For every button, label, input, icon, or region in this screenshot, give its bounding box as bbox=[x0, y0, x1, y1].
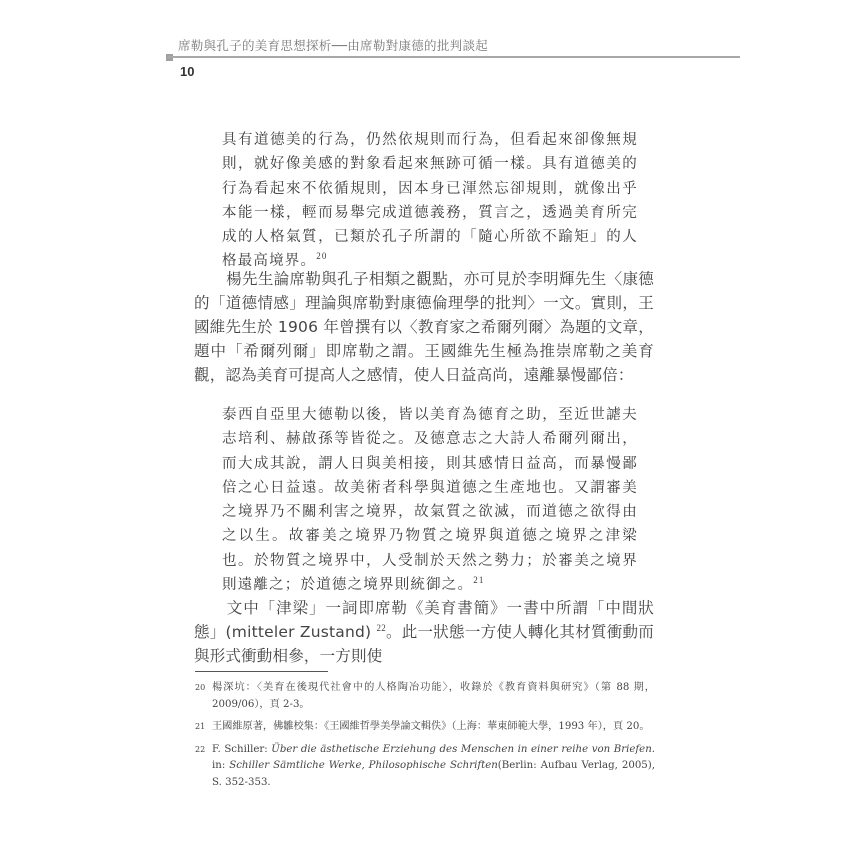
paragraph-text-before: 文中「津梁」一詞即席勒《美育書簡》一書中所謂「中間狀態」(mitteler Zustand) bbox=[194, 599, 654, 641]
block-quote-2 bbox=[222, 403, 638, 597]
footnote-separator bbox=[195, 671, 328, 672]
paragraph-text-after: 。此一狀態一方使人轉化其材質衝動而與形式衝動相參，一方則使 bbox=[194, 623, 654, 665]
footnote-20 bbox=[195, 680, 655, 713]
footnote-in: in: bbox=[212, 760, 230, 771]
block-quote-1 bbox=[222, 128, 638, 274]
body-paragraph-2 bbox=[194, 596, 654, 668]
footnote-ref-21[interactable]: 21 bbox=[473, 575, 485, 586]
footnote-text: 王國維原著，佛雛校集：《王國維哲學美學論文輯佚》（上海：華東師範大學，1993 年），頁 20。 bbox=[212, 721, 650, 732]
footnote-ref-22[interactable]: 22 bbox=[376, 622, 386, 633]
footnote-number: 20 bbox=[195, 683, 206, 692]
body-paragraph-1 bbox=[194, 267, 654, 387]
page-number: 10 bbox=[180, 64, 195, 79]
footnote-number: 21 bbox=[195, 722, 206, 731]
footnote-collection-title: Schiller Sämtliche Werke, Philosophische Schriften bbox=[229, 760, 498, 771]
footnote-text: 楊深坑：〈美育在後現代社會中的人格陶冶功能〉，收錄於《教育資料與研究》（第 88 期，2009/06），頁 2-3。 bbox=[212, 682, 655, 710]
footnote-21 bbox=[195, 719, 655, 736]
footnote-22 bbox=[195, 742, 655, 792]
footnote-author: F. Schiller: bbox=[212, 743, 272, 755]
header-rule bbox=[168, 56, 740, 58]
footnote-publication: (Berlin: Aufbau Verlag, 2005), S. 352-353. bbox=[212, 760, 655, 788]
footnote-book-title: Über die ästhetische Erziehung des Menschen in einer reihe von Briefen. bbox=[271, 743, 656, 755]
quote-text: 具有道德美的行為，仍然依規則而行為，但看起來卻像無規則，就好像美感的對象看起來無跡可循一樣。具有道德美的行為看起來不依循規則，因本身已渾然忘卻規則，就像出乎本能一樣，輕而易舉完成道德義務，質言之，透過美育所完成的人格氣質，已類於孔子所謂的「隨心所欲不踰矩」的人格最高境界。 bbox=[222, 132, 638, 270]
footnote-text bbox=[212, 742, 655, 792]
footnotes bbox=[195, 680, 655, 797]
paragraph-text: 楊先生論席勒與孔子相類之觀點，亦可見於李明輝先生〈康德的「道德情感」理論與席勒對康德倫理學的批判〉一文。實則，王國維先生於 1906 年曾撰有以〈教育家之希爾列爾〉為題的文章，題中「希爾列爾」即席勒之謂。王國維先生極為推崇席勒之美育觀，認為美育可提高人之感情，使人日益高尚，遠離暴慢鄙倍： bbox=[194, 270, 654, 384]
footnote-ref-20[interactable]: 20 bbox=[316, 251, 328, 262]
quote-text: 泰西自亞里大德勒以後，皆以美育為德育之助，至近世謔夫志培利、赫啟孫等皆從之。及德意志之大詩人希爾列爾出，而大成其說，謂人日與美相接，則其感情日益高，而暴慢鄙倍之心日益遠。故美術者科學與道德之生產地也。又謂審美之境界乃不關利害之境界，故氣質之欲滅，而道德之欲得由之以生。故審美之境界乃物質之境界與道德之境界之津梁也。於物質之境界中，人受制於天然之勢力；於審美之境界則遠離之；於道德之境界則統御之。 bbox=[222, 407, 638, 594]
running-title: 席勒與孔子的美育思想探析──由席勒對康德的批判談起 bbox=[178, 38, 489, 53]
footnote-number: 22 bbox=[195, 744, 206, 754]
